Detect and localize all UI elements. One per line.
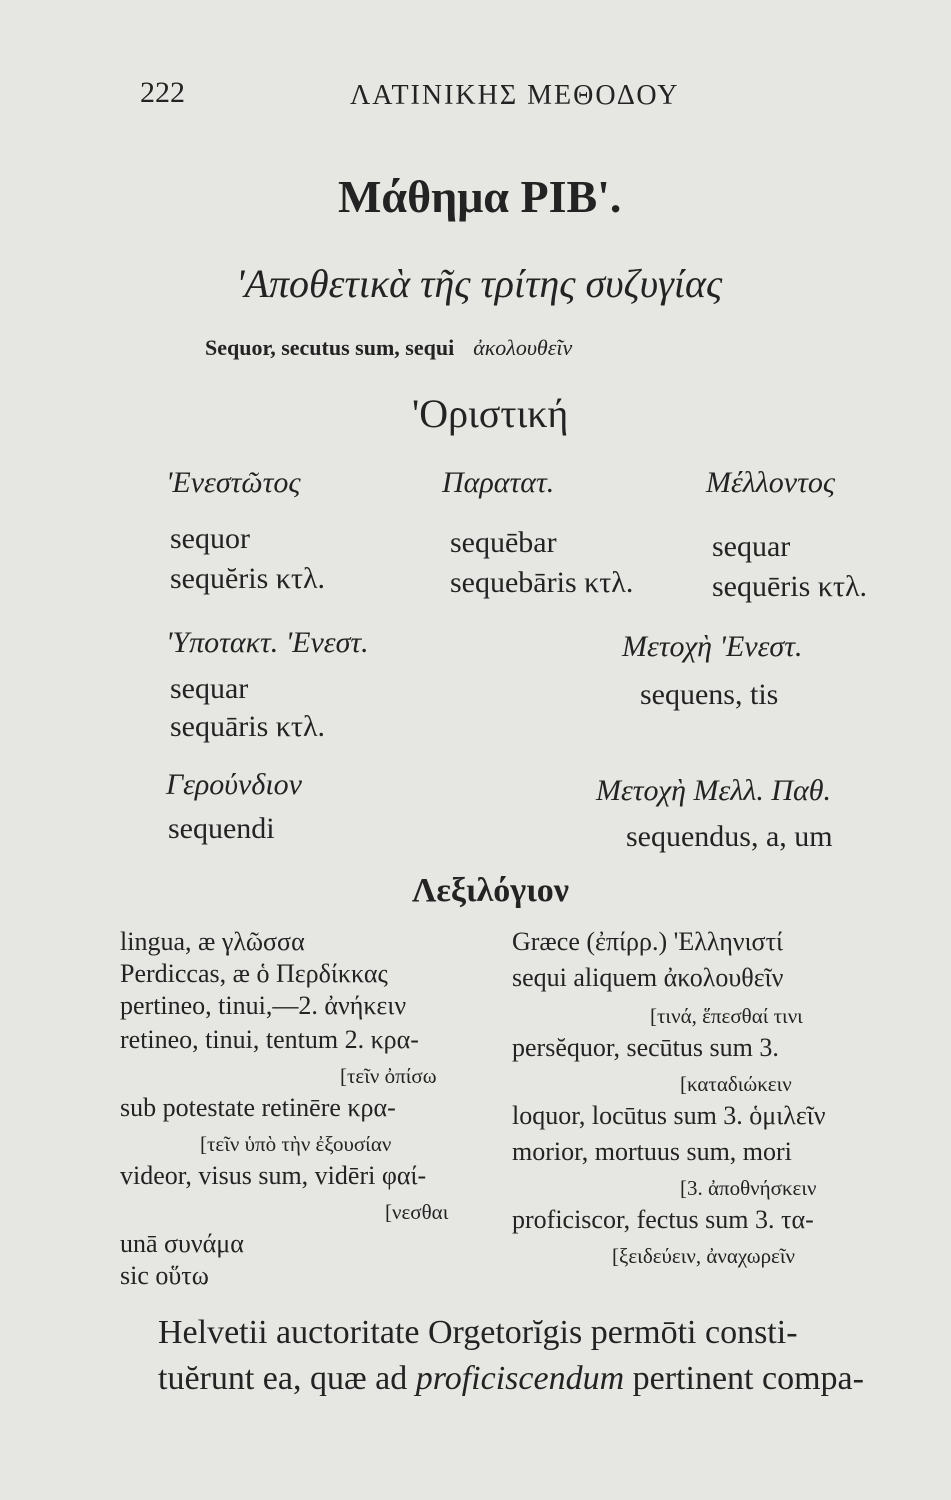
exercise-line-2-start: tuĕrunt ea, quæ ad [158,1360,408,1397]
vocabulary-heading: Λεξιλόγιον [412,872,569,909]
imperfect-heading: Παρατατ. [442,466,555,499]
verb-latin: Sequor, secutus sum, sequi [205,335,455,360]
vocab-right-7: morior, mortuus sum, mori [512,1137,792,1166]
vocab-right-9: proficiscor, fectus sum 3. τα- [512,1205,814,1234]
present-form-1: sequor [170,522,250,555]
future-form-2: sequēris κτλ. [712,570,868,603]
vocab-left-2: Perdiccas, æ ὁ Περδίκκας [120,959,388,988]
vocab-left-4: retineo, tinui, tentum 2. κρα- [120,1025,419,1054]
vocab-right-6: loquor, locūtus sum 3. ὁμιλεῖν [512,1101,826,1130]
participle-future-form: sequendus, a, um [626,820,833,853]
vocab-right-10: [ξειδεύειν, ἀναχωρεῖν [612,1244,796,1268]
exercise-text [158,1310,864,1402]
participle-future-heading: Μετοχὴ Μελλ. Παθ. [596,774,831,807]
subjunctive-heading: 'Υποτακτ. 'Ενεστ. [166,626,369,659]
gerund-heading: Γερούνδιον [166,768,302,801]
verb-greek: ἀκολουθεῖν [473,335,573,360]
verb-principal-parts [205,335,572,361]
vocab-left-5: [τεῖν ὀπίσω [340,1064,437,1088]
exercise-line-2-end: pertinent compa- [632,1360,864,1397]
vocab-left-6: sub potestate retinēre κρα- [120,1093,396,1122]
present-heading: 'Ενεστῶτος [166,466,301,499]
mood-title: 'Οριστική [412,391,569,436]
vocab-left-8: videor, visus sum, vidēri φαί- [120,1161,427,1190]
vocab-right-5: [καταδιώκειν [680,1072,792,1096]
exercise-line-2-italic: proficiscendum [415,1360,625,1397]
subjunctive-form-1: sequar [170,672,249,705]
lesson-title: Μάθημα ΡΙΒ'. [338,171,622,222]
participle-present-heading: Μετοχὴ 'Ενεστ. [622,630,803,663]
running-title: ΛΑΤΙΝΙΚΗΣ ΜΕΘΟΔΟΥ [350,80,680,111]
imperfect-form-2: sequebāris κτλ. [450,566,634,599]
vocab-right-2: sequi aliquem ἀκολουθεῖν [512,963,784,992]
vocab-right-8: [3. ἀποθνήσκειν [680,1176,817,1200]
participle-present-form: sequens, tis [640,678,779,711]
subjunctive-form-2: sequāris κτλ. [170,710,326,743]
lesson-subtitle: 'Αποθετικὰ τῆς τρίτης συζυγίας [236,261,723,306]
future-heading: Μέλλοντος [706,466,836,499]
vocab-left-7: [τεῖν ὑπὸ τὴν ἐξουσίαν [200,1132,392,1156]
exercise-line-2 [158,1356,864,1402]
vocab-left-9: [νεσθαι [385,1200,449,1224]
vocab-left-11: sic οὕτω [120,1261,209,1290]
exercise-line-1: Helvetii auctoritate Orgetorĭgis permōti consti- [158,1314,798,1351]
vocab-right-1: Græce (ἐπίρρ.) 'Ελληνιστί [512,927,784,956]
vocab-left-1: lingua, æ γλῶσσα [120,927,305,956]
present-form-2: sequĕris κτλ. [170,562,326,595]
vocab-left-10: unā συνάμα [120,1229,244,1258]
future-form-1: sequar [712,530,791,563]
vocab-left-3: pertineo, tinui,—2. ἀνήκειν [120,991,407,1020]
page-number: 222 [140,76,185,109]
imperfect-form-1: sequēbar [450,526,557,559]
vocab-right-3: [τινά, ἕπεσθαί τινι [650,1004,803,1028]
gerund-form: sequendi [168,812,275,845]
vocab-right-4: persĕquor, secūtus sum 3. [512,1033,779,1062]
